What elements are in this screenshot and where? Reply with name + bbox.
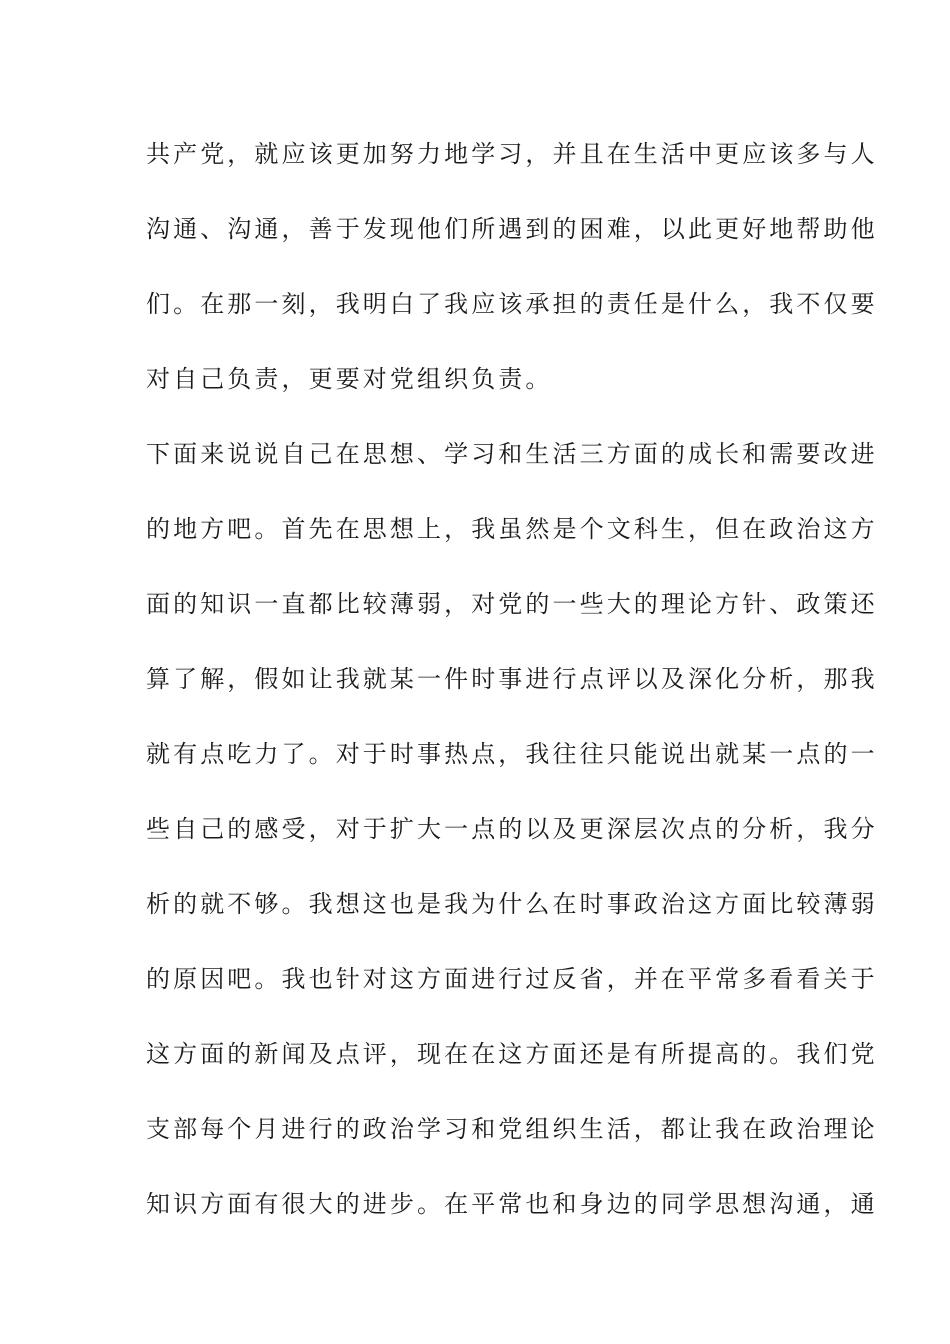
text-line: 们。在那一刻，我明白了我应该承担的责任是什么，我不仅要 <box>146 290 878 318</box>
text-line: 共产党，就应该更加努力地学习，并且在生活中更应该多与人 <box>146 140 878 168</box>
text-line: 面的知识一直都比较薄弱，对党的一些大的理论方针、政策还 <box>146 590 878 618</box>
text-line: 的地方吧。首先在思想上，我虽然是个文科生，但在政治这方 <box>146 515 878 543</box>
text-line: 知识方面有很大的进步。在平常也和身边的同学思想沟通，通 <box>146 1190 878 1218</box>
text-line: 就有点吃力了。对于时事热点，我往往只能说出就某一点的一 <box>146 740 878 768</box>
text-line: 支部每个月进行的政治学习和党组织生活，都让我在政治理论 <box>146 1115 878 1143</box>
text-line: 些自己的感受，对于扩大一点的以及更深层次点的分析，我分 <box>146 815 878 843</box>
text-line: 算了解，假如让我就某一件时事进行点评以及深化分析，那我 <box>146 665 878 693</box>
body-text <box>146 132 878 1257</box>
text-line: 对自己负责，更要对党组织负责。 <box>146 365 553 393</box>
text-line: 的原因吧。我也针对这方面进行过反省，并在平常多看看关于 <box>146 965 878 993</box>
text-line: 沟通、沟通，善于发现他们所遇到的困难，以此更好地帮助他 <box>146 215 878 243</box>
text-line: 这方面的新闻及点评，现在在这方面还是有所提高的。我们党 <box>146 1040 878 1068</box>
text-line: 下面来说说自己在思想、学习和生活三方面的成长和需要改进 <box>146 440 878 468</box>
text-line: 析的就不够。我想这也是我为什么在时事政治这方面比较薄弱 <box>146 890 878 918</box>
